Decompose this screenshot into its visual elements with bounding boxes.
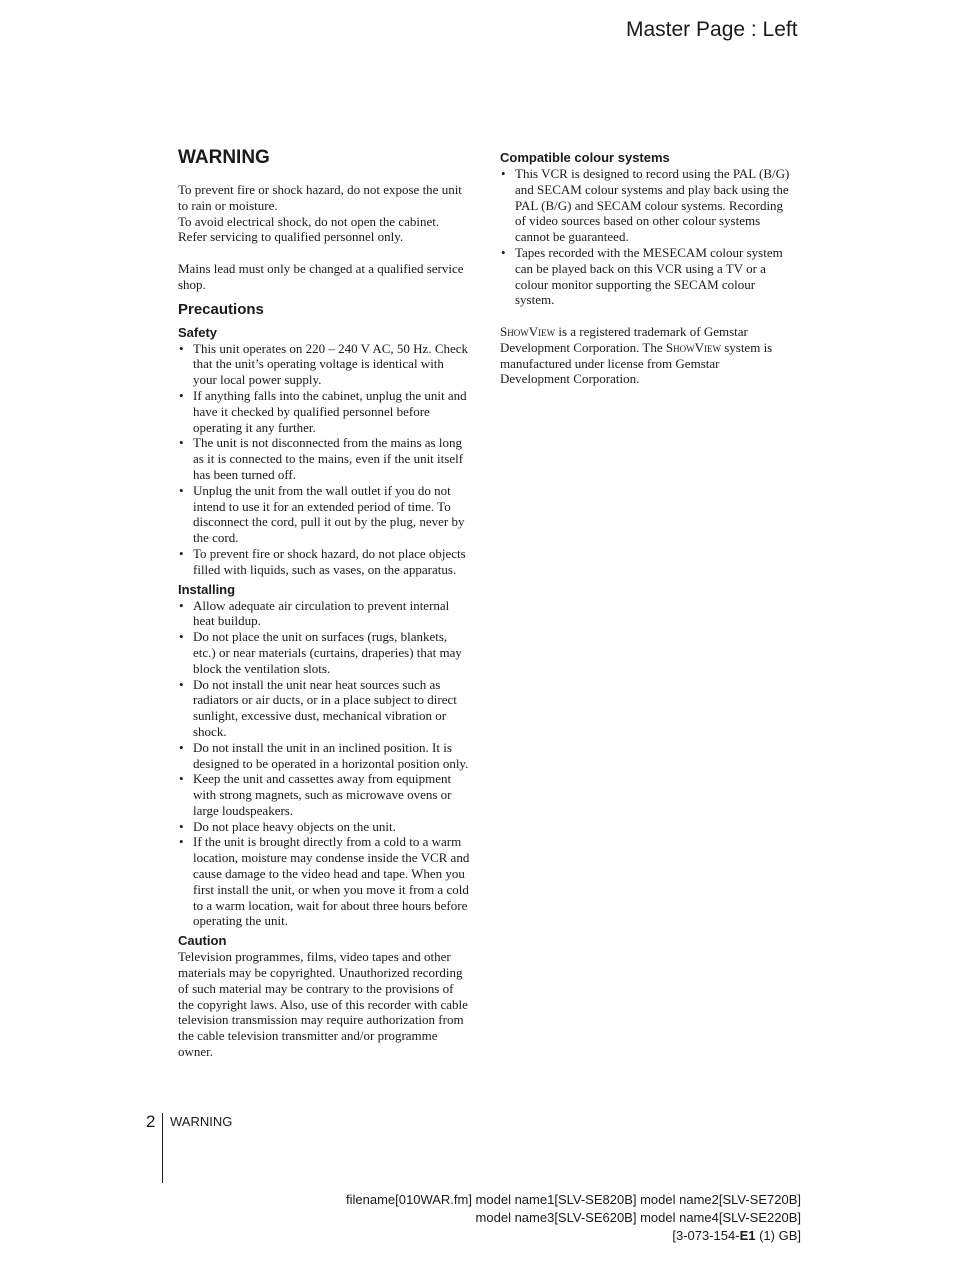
list-item: • Unplug the unit from the wall outlet if you do not intend to use it for an extended period of time. To disconnect the cord, pull it out by the plug, never by the cord.: [178, 483, 470, 546]
master-page-label: Master Page : Left: [626, 18, 798, 41]
list-item: • Allow adequate air circulation to prevent internal heat buildup.: [178, 598, 470, 630]
running-head: WARNING: [170, 1114, 233, 1129]
right-column: [500, 149, 792, 387]
trademark-text-1: is a registered trademark of Gemstar Development Corporation. The: [500, 323, 748, 355]
list-item: • Do not install the unit near heat sources such as radiators or air ducts, or in a place subject to direct sunlight, excessive dust, mechanical vibration or shock.: [178, 677, 470, 740]
list-item: • Do not install the unit in an inclined position. It is designed to be operated in a horizontal position only.: [178, 740, 470, 772]
list-item: • To prevent fire or shock hazard, do not place objects filled with liquids, such as vases, on the apparatus.: [178, 546, 470, 578]
list-item: • This VCR is designed to record using the PAL (B/G) and SECAM colour systems and play back using the PAL (B/G) and SECAM colour systems. Recording of video sources based on other colour systems cannot be guaranteed.: [500, 166, 792, 245]
installing-heading: Installing: [178, 581, 236, 597]
page-number: 2: [146, 1112, 156, 1131]
trademark-text-2: system is manufactured under license from Gemstar Development Corporation.: [500, 339, 773, 387]
part-number-code: E1: [739, 1228, 756, 1243]
left-column: [178, 146, 470, 1060]
file-info: [346, 1191, 801, 1245]
list-item: • Do not place the unit on surfaces (rugs, blankets, etc.) or near materials (curtains, draperies) that may block the ventilation slots.: [178, 629, 470, 676]
caution-paragraph: Television programmes, films, video tapes and other materials may be copyrighted. Unauthorized recording of such material may be contrary to the provisions of the copyright laws. Also, use of this recorder with cable television transmission may require authorization from the cable television transmitter and/or programme owner.: [178, 949, 468, 1060]
part-number-suffix: (1) GB]: [755, 1228, 801, 1243]
file-info-line-1: filename[010WAR.fm] model name1[SLV-SE820B] model name2[SLV-SE720B]: [346, 1192, 801, 1207]
showview-brand: ShowView: [665, 339, 721, 355]
list-item: • If the unit is brought directly from a cold to a warm location, moisture may condense inside the VCR and cause damage to the video head and tape. When you first install the unit, or when you move it from a cold to a warm location, wait for about three hours before operating the unit.: [178, 834, 470, 929]
installing-list: [178, 598, 470, 930]
file-info-line-2: model name3[SLV-SE620B] model name4[SLV-SE220B]: [475, 1210, 801, 1225]
footer-divider: [162, 1113, 163, 1183]
list-item: • Tapes recorded with the MESECAM colour system can be played back on this VCR using a TV or a colour monitor supporting the SECAM colour system.: [500, 245, 792, 308]
colour-systems-list: [500, 166, 792, 308]
trademark-paragraph: [500, 324, 792, 387]
part-number-prefix: [3-073-154-: [672, 1228, 740, 1243]
file-info-line-3: [346, 1227, 801, 1245]
colour-systems-heading: Compatible colour systems: [500, 150, 670, 165]
showview-brand: ShowView: [500, 323, 556, 339]
safety-list: [178, 341, 470, 578]
intro-paragraph-1: To prevent fire or shock hazard, do not expose the unit to rain or moisture.: [178, 182, 462, 213]
list-item: • The unit is not disconnected from the mains as long as it is connected to the mains, even if the unit itself has been turned off.: [178, 435, 470, 482]
list-item: • This unit operates on 220 – 240 V AC, 50 Hz. Check that the unit’s operating voltage is identical with your local power supply.: [178, 341, 470, 388]
list-item: • Keep the unit and cassettes away from equipment with strong magnets, such as microwave ovens or large loudspeakers.: [178, 771, 470, 818]
list-item: • Do not place heavy objects on the unit.: [178, 819, 470, 835]
warning-title: WARNING: [178, 147, 270, 168]
precautions-heading: Precautions: [178, 300, 264, 318]
intro-paragraph-3: Mains lead must only be changed at a qualified service shop.: [178, 260, 464, 292]
list-item: • If anything falls into the cabinet, unplug the unit and have it checked by qualified personnel before operating it any further.: [178, 388, 470, 435]
safety-heading: Safety: [178, 324, 218, 340]
caution-heading: Caution: [178, 933, 227, 949]
intro-paragraph-2: To avoid electrical shock, do not open the cabinet. Refer servicing to qualified personnel only.: [178, 213, 440, 245]
